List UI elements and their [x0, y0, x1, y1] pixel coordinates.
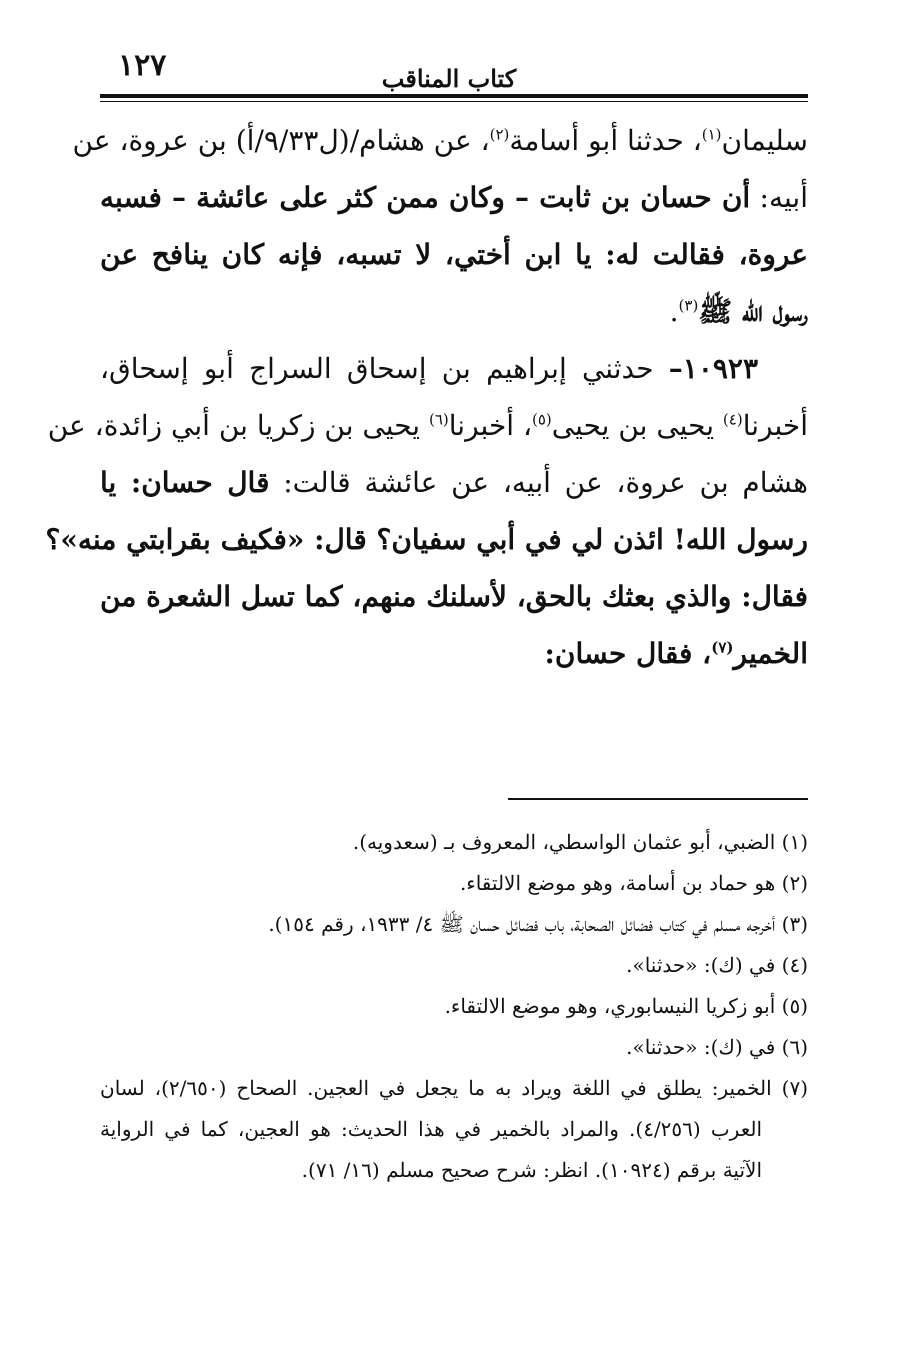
text-line: فقال: والذي بعثك بالحق، لأسلنك منهم، كما تسل الشعرة من: [100, 580, 808, 613]
footnote-7-cont: العرب (٤/٢٥٦). والمراد بالخمير في هذا الحديث: هو العجين، كما في الرواية: [100, 1117, 762, 1141]
text-line: أبيه: أن حسان بن ثابت – وكان ممن كثر على عائشة – فسبه: [100, 181, 808, 214]
text-line: عروة، فقالت له: يا ابن أختي، لا تسبه، فإنه كان ينافح عن: [100, 238, 808, 271]
text-line: هشام بن عروة، عن أبيه، عن عائشة قالت: قال حسان: يا: [100, 466, 809, 499]
footnote-ref: (٧): [711, 638, 734, 657]
footnote-ref: (٥): [532, 410, 552, 429]
footnote-1: (١) الضبي، أبو عثمان الواسطي، المعروف بـ (سعدويه).: [352, 830, 808, 854]
text-line: رسول الله ﷺ$^{(٣)}$.: [669, 295, 808, 328]
footnote-7-cont: الآتية برقم (١٠٩٢٤). انظر: شرح صحيح مسلم (١٦/ ٧١).: [301, 1158, 762, 1182]
text-line: سليمان$^{(١)}$، حدثنا أبو أسامة$^{(٢)}$، عن هشام/(ل٩/٣٣/أ) بن عروة، عن: [72, 124, 808, 157]
text-line: رسول الله! ائذن لي في أبي سفيان؟ قال: «فكيف بقرابتي منه»؟: [45, 523, 808, 556]
footnote-6: (٦) في (ك): «حدثنا».: [626, 1035, 808, 1059]
hadith-number: ١٠٩٢٣–: [668, 352, 758, 385]
page-number: ١٢٧: [118, 48, 167, 83]
running-title: كتاب المناقب: [381, 64, 517, 93]
footnote-ref: (٢): [489, 125, 510, 144]
header-rule-thick: [100, 94, 808, 98]
footnote-ref: (٣): [678, 296, 699, 315]
header-rule-thin: [100, 101, 808, 102]
footnotes: [100, 822, 808, 1191]
footnote-4: (٤) في (ك): «حدثنا».: [626, 953, 808, 977]
footnote-separator: [508, 798, 808, 800]
footnote-ref: (٤): [722, 410, 743, 429]
footnote-3: (٣) أخرجه مسلم في كتاب فضائل الصحابة، باب فضائل حسان ﷺ ٤/ ١٩٣٣، رقم ١٥٤).: [268, 912, 808, 936]
footnote-7: (٧) الخمير: يطلق في اللغة ويراد به ما يجعل في العجين. الصحاح (٢/٦٥٠)، لسان: [100, 1076, 808, 1100]
text-line: أخبرنا$^{(٤)}$ يحيى بن يحيى$^{(٥)}$، أخبرنا$^{(٦)}$ يحيى بن زكريا بن أبي زائدة، عن: [47, 409, 808, 442]
footnote-2: (٢) هو حماد بن أسامة، وهو موضع الالتقاء.: [459, 871, 808, 895]
text-line: ١٠٩٢٣– حدثني إبراهيم بن إسحاق السراج أبو إسحاق،: [100, 352, 758, 385]
text-line: الخمير$^{(٧)}$، فقال حسان:: [544, 637, 808, 670]
footnote-ref: (٦): [428, 410, 449, 429]
main-text: [45, 112, 809, 682]
footnote-ref: (١): [701, 125, 722, 144]
footnote-5: (٥) أبو زكريا النيسابوري، وهو موضع الالتقاء.: [444, 994, 808, 1018]
